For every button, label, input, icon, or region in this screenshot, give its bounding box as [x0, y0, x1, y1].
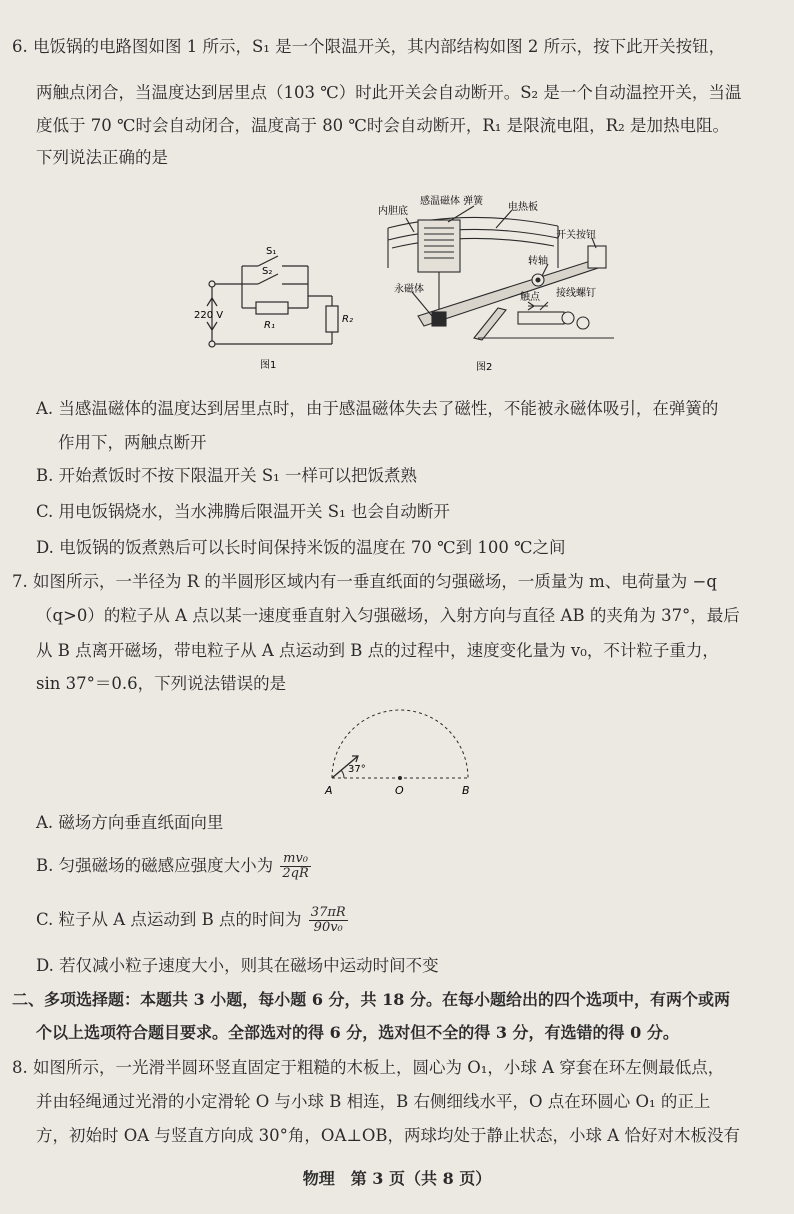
q7-point-b-label: B [462, 784, 470, 797]
q7-option-b-text: B. 匀强磁场的磁感应强度大小为 [36, 856, 274, 875]
figure-2-switch-structure [378, 188, 618, 378]
fig1-s2-label: S₂ [262, 266, 273, 277]
q7-option-d: D. 若仅减小粒子速度大小，则其在磁场中运动时间不变 [36, 956, 439, 975]
q7-option-c-text: C. 粒子从 A 点运动到 B 点的时间为 [36, 910, 302, 929]
fig1-s1-label: S₁ [266, 246, 277, 257]
fig2-pivot-label: 转轴 [528, 256, 548, 267]
figure-q7-semicircle [320, 706, 480, 802]
fig2-switch-button-label: 开关按钮 [556, 230, 596, 241]
q7-option-c [36, 906, 348, 935]
fig1-r1-label: R₁ [264, 320, 275, 331]
q6-option-c: C. 用电饭锅烧水，当水沸腾后限温开关 S₁ 也会自动断开 [36, 502, 450, 521]
q7-option-c-numerator: 37πR [310, 905, 346, 920]
q7-option-c-denominator: 90v₀ [313, 920, 343, 935]
q7-stem-line-1: 7. 如图所示，一半径为 R 的半圆形区域内有一垂直纸面的匀强磁场，一质量为 m、电荷量为 −q [12, 572, 717, 591]
q7-stem-line-3: 从 B 点离开磁场，带电粒子从 A 点运动到 B 点的过程中，速度变化量为 v₀，不计粒子重力， [36, 641, 719, 660]
q7-option-a: A. 磁场方向垂直纸面向里 [36, 813, 224, 832]
q6-option-a-line-2: 作用下，两触点断开 [58, 433, 207, 452]
fig2-terminal-screw-label: 接线螺钉 [556, 288, 596, 299]
q7-option-b-denominator: 2qR [282, 866, 309, 881]
q7-center-point [398, 776, 402, 780]
q7-option-c-fraction [309, 906, 348, 935]
figure-1-circuit [192, 236, 362, 376]
q7-option-b [36, 852, 311, 881]
q8-stem-line-1: 8. 如图所示，一光滑半圆环竖直固定于粗糙的木板上，圆心为 O₁，小球 A 穿套在环左侧最低点， [12, 1058, 725, 1077]
q6-option-d: D. 电饭锅的饭煮熟后可以长时间保持米饭的温度在 70 ℃到 100 ℃之间 [36, 538, 566, 557]
fig1-r2-label: R₂ [342, 314, 353, 325]
q8-stem-line-2: 并由轻绳通过光滑的小定滑轮 O 与小球 B 相连，B 右侧细线水平，O 点在环圆心 O₁ 的正上 [36, 1092, 711, 1111]
q7-stem-line-2: （q>0）的粒子从 A 点以某一速度垂直射入匀强磁场，入射方向与直径 AB 的夹角为 37°，最后 [36, 606, 740, 625]
fig1-caption: 图1 [260, 360, 277, 371]
q6-option-b: B. 开始煮饭时不按下限温开关 S₁ 一样可以把饭煮熟 [36, 466, 418, 485]
q6-stem-line-2: 两触点闭合，当温度达到居里点（103 ℃）时此开关会自动断开。S₂ 是一个自动温控开关，当温 [36, 83, 742, 102]
q7-point-a-label: A [325, 784, 333, 797]
q6-stem-line-4: 下列说法正确的是 [36, 148, 168, 167]
q7-point-o-label: O [395, 784, 404, 797]
q7-angle-label: 37° [348, 764, 366, 775]
q8-stem-line-3: 方，初始时 OA 与竖直方向成 30°角，OA⊥OB，两球均处于静止状态，小球 A 恰好对木板没有 [36, 1126, 740, 1145]
q6-stem-line-1: 6. 电饭锅的电路图如图 1 所示，S₁ 是一个限温开关，其内部结构如图 2 所示，按下此开关按钮， [12, 37, 726, 56]
fig2-magnet-spring-label: 感温磁体 弹簧 [420, 196, 484, 207]
page-footer: 物理 第 3 页（共 8 页） [302, 1169, 492, 1188]
fig2-caption: 图2 [476, 362, 493, 373]
section-2-heading-line-2: 个以上选项符合题目要求。全部选对的得 6 分，选对但不全的得 3 分，有选错的得 0 分。 [36, 1023, 679, 1042]
fig2-permanent-magnet-label: 永磁体 [394, 284, 424, 295]
q7-option-b-numerator: mv₀ [280, 852, 310, 867]
fig2-heating-plate-label: 电热板 [508, 202, 538, 213]
section-2-heading-line-1: 二、多项选择题：本题共 3 小题，每小题 6 分，共 18 分。在每小题给出的四个选项中，有两个或两 [12, 990, 730, 1009]
fig2-contact-label: 触点 [520, 292, 540, 303]
fig1-voltage-label: 220 V [194, 310, 224, 321]
fig2-inner-bottom-label: 内胆底 [378, 206, 408, 217]
q6-stem-line-3: 度低于 70 ℃时会自动闭合，温度高于 80 ℃时会自动断开，R₁ 是限流电阻，R₂ 是加热电阻。 [36, 116, 729, 135]
q7-stem-line-4: sin 37°＝0.6，下列说法错误的是 [36, 674, 287, 693]
q7-option-b-fraction [280, 852, 310, 881]
q6-option-a-line-1: A. 当感温磁体的温度达到居里点时，由于感温磁体失去了磁性，不能被永磁体吸引，在弹簧的 [36, 399, 719, 418]
